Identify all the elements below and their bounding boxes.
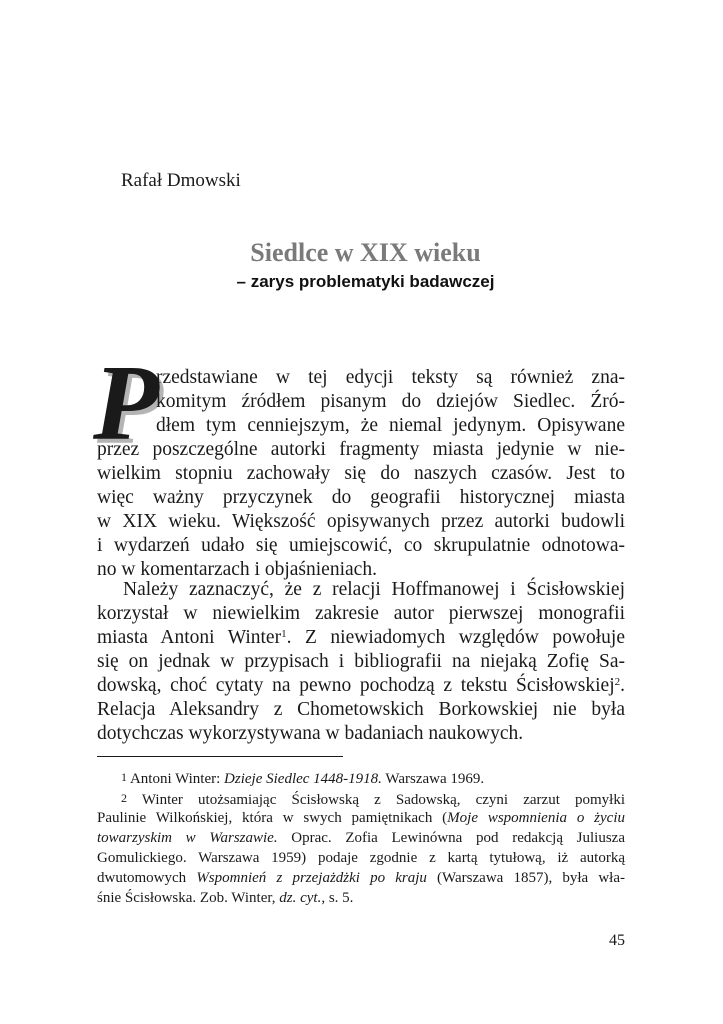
footnote-separator bbox=[97, 756, 343, 757]
footnote-1 bbox=[97, 767, 625, 787]
paragraph-line: w XIX wieku. Większość opisywanych przez autorki budowli bbox=[97, 511, 625, 532]
footnote-text: Paulinie Wilkońskiej, która w swych pamiętnikach ( bbox=[97, 810, 448, 826]
footnote-2-line bbox=[97, 828, 625, 848]
line-text: miasta Antoni Winter bbox=[97, 627, 282, 648]
paragraph-line: dotychczas wykorzystywana w badaniach naukowych. bbox=[97, 723, 524, 744]
line-text: . bbox=[620, 675, 625, 696]
paragraph-line: przez poszczególne autorki fragmenty miasta jedynie w nie- bbox=[97, 439, 625, 460]
footnote-ref-1[interactable]: 1 bbox=[281, 628, 287, 640]
footnote-2-line bbox=[97, 788, 625, 808]
book-title: Dzieje Siedlec 1448-1918. bbox=[224, 771, 382, 787]
footnote-text: Oprac. Zofia Lewinówna pod redakcją Juliusza bbox=[277, 830, 626, 846]
footnote-text: dwutomowych bbox=[97, 870, 197, 886]
paragraph-line: Relacja Aleksandry z Chometowskich Borkowskiej nie była bbox=[97, 699, 625, 720]
paragraph-line: no w komentarzach i objaśnieniach. bbox=[97, 559, 377, 580]
paragraph-line: komitym źródłem pisanym do dziejów Siedlec. Źró- bbox=[156, 391, 625, 412]
drop-cap-letter: P bbox=[93, 344, 159, 463]
footnote-2-line: Gomulickiego. Warszawa 1959) podaje zgodnie z kartą tytułową, iż autorką bbox=[97, 850, 625, 866]
paragraph-line bbox=[97, 626, 625, 650]
chapter-title: Siedlce w XIX wieku bbox=[250, 238, 481, 267]
footnote-text: śnie Ścisłowska. Zob. Winter, bbox=[97, 890, 280, 906]
line-text: dowską, choć cytaty na pewno pochodzą z tekstu Ścisłowskiej bbox=[97, 675, 615, 696]
footnote-2-line bbox=[97, 888, 625, 908]
page-number: 45 bbox=[609, 932, 625, 949]
footnote-text: Antoni Winter: bbox=[129, 771, 225, 787]
footnote-number: 1 bbox=[121, 770, 127, 784]
footnote-text: , s. 5. bbox=[321, 890, 354, 906]
author-name: Rafał Dmowski bbox=[121, 170, 241, 191]
footnote-2-line bbox=[97, 808, 625, 828]
line-text: . Z niewiadomych względów powołuje bbox=[286, 627, 625, 648]
paragraph-line: się on jednak w przypisach i bibliografii na niejaką Zofię Sa- bbox=[97, 651, 625, 672]
paragraph-line bbox=[97, 674, 625, 698]
book-title: Wspomnień z przejażdżki po kraju bbox=[196, 870, 427, 886]
footnote-text: Winter utożsamiając Ścisłowską z Sadowską, czyni zarzut pomyłki bbox=[141, 792, 626, 808]
paragraph-line: i wydarzeń udało się umiejscowić, co skrupulatnie odnotowa- bbox=[97, 535, 625, 556]
book-title: Moje wspomnienia o życiu bbox=[447, 810, 625, 826]
footnote-number: 2 bbox=[121, 791, 127, 805]
footnote-ref-2[interactable]: 2 bbox=[614, 676, 621, 688]
paragraph-line: dłem tym cenniejszym, że niemal jedynym. Opisywane bbox=[156, 415, 625, 436]
footnote-text: (Warszawa 1857), była wła- bbox=[426, 870, 625, 886]
paragraph-line: rzedstawiane w tej edycji teksty są również zna- bbox=[156, 367, 625, 388]
footnote-2-line bbox=[97, 868, 625, 888]
paragraph-line: wielkim stopniu zachowały się do naszych czasów. Jest to bbox=[97, 463, 625, 484]
paragraph-line: Należy zaznaczyć, że z relacji Hoffmanowej i Ścisłowskiej bbox=[123, 579, 625, 600]
paragraph-line: więc ważny przyczynek do geografii historycznej miasta bbox=[97, 487, 625, 508]
chapter-subtitle: – zarys problematyki badawczej bbox=[236, 272, 495, 291]
book-title: towarzyskim w Warszawie. bbox=[97, 830, 278, 846]
citation-abbrev: dz. cyt. bbox=[279, 890, 322, 906]
paragraph-line: korzystał w niewielkim zakresie autor pierwszej monografii bbox=[97, 603, 625, 624]
footnote-text: Warszawa 1969. bbox=[381, 771, 485, 787]
